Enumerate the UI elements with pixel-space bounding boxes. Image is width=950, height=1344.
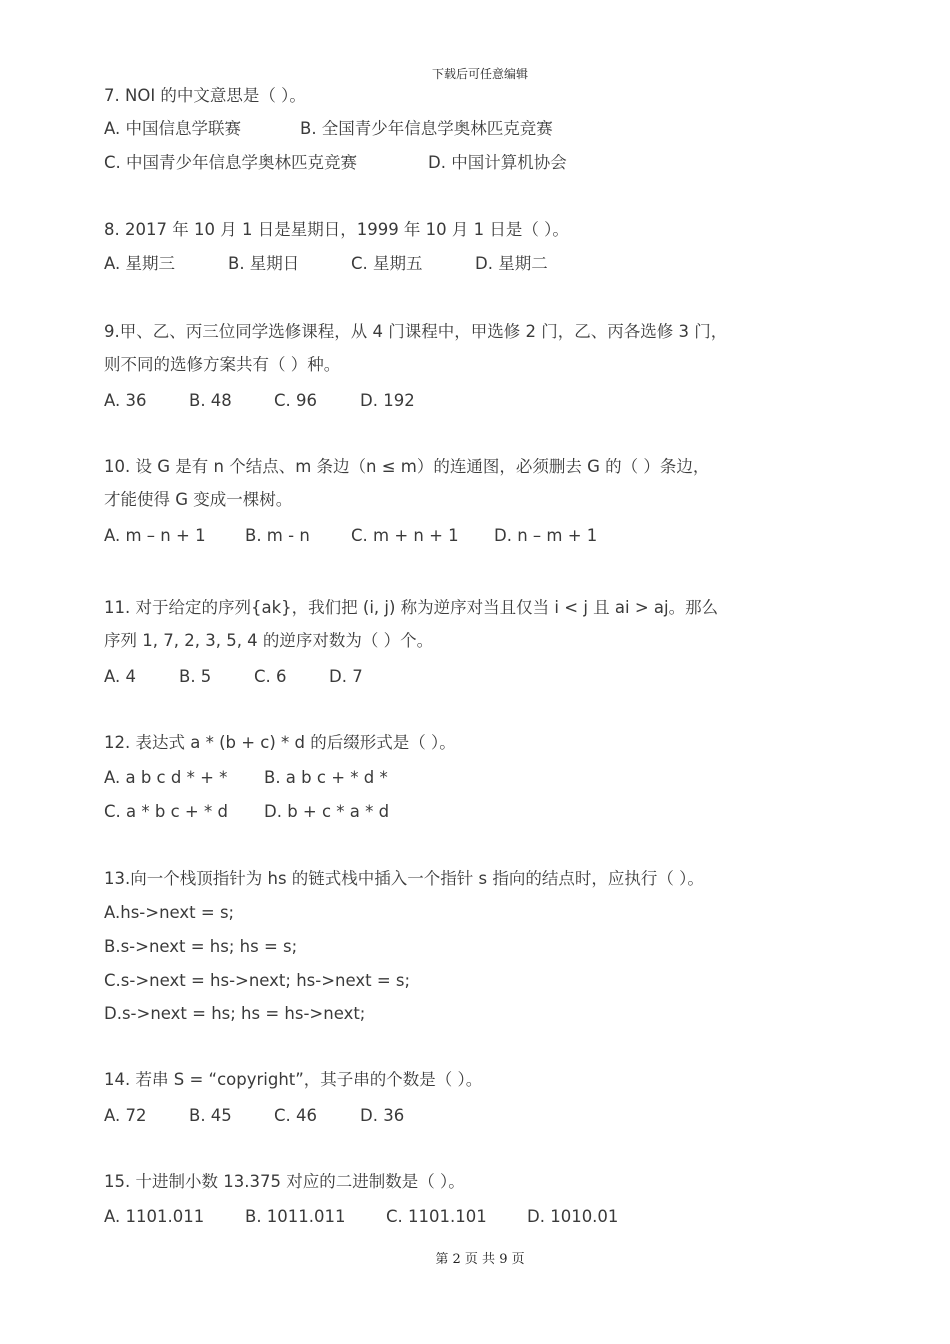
question-7-option-b: B. 全国青少年信息学奥林匹克竞赛	[300, 119, 553, 138]
question-15-option-b: B. 1011.011	[245, 1207, 346, 1226]
question-11-stem-line-2: 序列 1, 7, 2, 3, 5, 4 的逆序对数为（ ）个。	[104, 631, 434, 650]
question-11-option-a: A. 4	[104, 667, 136, 686]
question-8-stem: 8. 2017 年 10 月 1 日是星期日，1999 年 10 月 1 日是（ ）。	[104, 220, 569, 239]
question-15-option-c: C. 1101.101	[386, 1207, 487, 1226]
question-11-option-b: B. 5	[179, 667, 212, 686]
question-10-stem-line-1: 10. 设 G 是有 n 个结点、m 条边（n ≤ m）的连通图，必须删去 G 的（ ）条边，	[104, 457, 710, 476]
question-9-option-c: C. 96	[274, 391, 318, 410]
question-15-stem: 15. 十进制小数 13.375 对应的二进制数是（ ）。	[104, 1172, 465, 1191]
question-9-stem-line-2: 则不同的选修方案共有（ ）种。	[104, 355, 341, 374]
page-header: 下载后可任意编辑	[431, 67, 528, 81]
question-10-option-c: C. m + n + 1	[351, 526, 459, 545]
question-10-option-d: D. n – m + 1	[494, 526, 598, 545]
question-9-option-a: A. 36	[104, 391, 147, 410]
question-8-option-b: B. 星期日	[228, 254, 300, 273]
question-14-stem: 14. 若串 S = “copyright”，其子串的个数是（ ）。	[104, 1070, 483, 1089]
question-15-option-a: A. 1101.011	[104, 1207, 205, 1226]
question-8-option-c: C. 星期五	[351, 254, 423, 273]
question-8-option-a: A. 星期三	[104, 254, 175, 273]
page-footer: 第 2 页 共 9 页	[435, 1252, 525, 1267]
question-9-option-b: B. 48	[189, 391, 232, 410]
question-13-option-c: C.s->next = hs->next; hs->next = s;	[104, 971, 411, 990]
question-7-option-a: A. 中国信息学联赛	[104, 119, 241, 138]
question-11-option-d: D. 7	[329, 667, 363, 686]
question-12-option-c: C. a * b c + * d	[104, 802, 228, 821]
question-10-option-a: A. m – n + 1	[104, 526, 206, 545]
question-7-option-d: D. 中国计算机协会	[428, 153, 567, 172]
question-12-stem: 12. 表达式 a * (b + c) * d 的后缀形式是（ ）。	[104, 733, 456, 752]
question-9-option-d: D. 192	[360, 391, 415, 410]
question-12-option-a: A. a b c d * + *	[104, 768, 228, 787]
question-11-stem-line-1: 11. 对于给定的序列{ak}，我们把 (i, j) 称为逆序对当且仅当 i < j 且 ai > aj。那么	[104, 598, 719, 617]
question-15-option-d: D. 1010.01	[527, 1207, 619, 1226]
question-14-option-c: C. 46	[274, 1106, 318, 1125]
question-13-stem: 13.向一个栈顶指针为 hs 的链式栈中插入一个指针 s 指向的结点时，应执行（ ）。	[104, 869, 704, 888]
question-13-option-a: A.hs->next = s;	[104, 903, 235, 922]
question-14-option-b: B. 45	[189, 1106, 232, 1125]
question-14-option-d: D. 36	[360, 1106, 405, 1125]
question-12-option-d: D. b + c * a * d	[264, 802, 390, 821]
question-11-option-c: C. 6	[254, 667, 287, 686]
question-10-stem-line-2: 才能使得 G 变成一棵树。	[104, 490, 293, 509]
question-8-option-d: D. 星期二	[475, 254, 548, 273]
question-7-option-c: C. 中国青少年信息学奥林匹克竞赛	[104, 153, 358, 172]
question-10-option-b: B. m - n	[245, 526, 310, 545]
question-13-option-b: B.s->next = hs; hs = s;	[104, 937, 298, 956]
question-7-stem: 7. NOI 的中文意思是（ ）。	[104, 86, 306, 105]
question-12-option-b: B. a b c + * d *	[264, 768, 388, 787]
question-13-option-d: D.s->next = hs; hs = hs->next;	[104, 1004, 366, 1023]
question-9-stem-line-1: 9.甲、乙、丙三位同学选修课程，从 4 门课程中，甲选修 2 门，乙、丙各选修 3 门，	[104, 322, 728, 341]
question-14-option-a: A. 72	[104, 1106, 147, 1125]
